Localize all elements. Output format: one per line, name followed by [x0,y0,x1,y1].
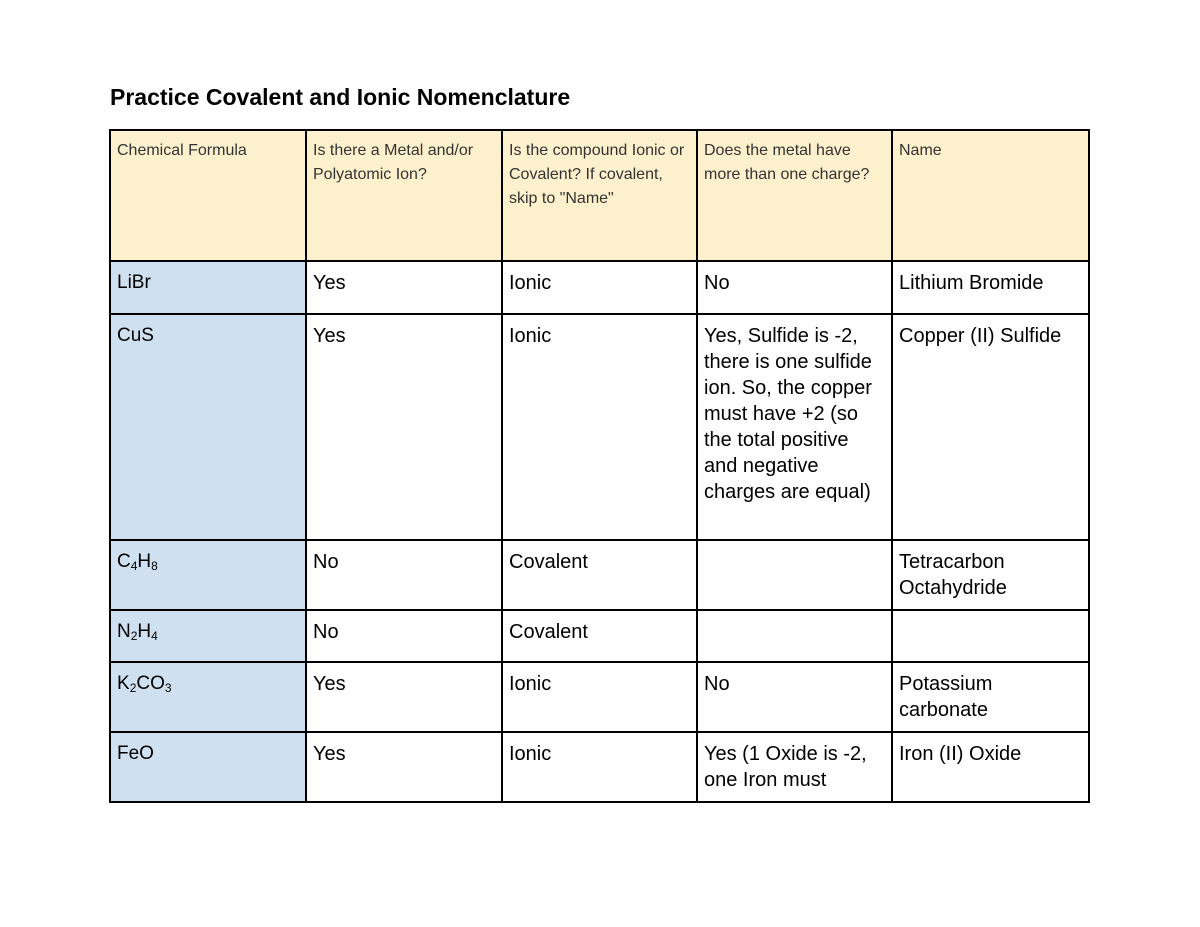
header-name: Name [892,130,1089,261]
header-ionic-or-covalent: Is the compound Ionic or Covalent? If covalent, skip to "Name" [502,130,697,261]
metal-cell: Yes [306,261,502,314]
charge-text: Yes (1 Oxide is -2, one Iron must [704,743,867,791]
formula-cell: LiBr [110,261,306,314]
header-row [110,130,1089,261]
formula-cell: $K_2CO_3$ [110,662,306,732]
formula-subscript: 2 [129,681,137,695]
metal-cell: No [306,610,502,662]
type-cell: Ionic [502,662,697,732]
metal-cell: No [306,540,502,610]
charge-cell [697,610,892,662]
table-row [110,540,1089,610]
formula-subscript: 4 [130,559,138,573]
formula-subscript: 4 [151,629,158,643]
name-cell: Copper (II) Sulfide [892,314,1089,540]
metal-cell: Yes [306,662,502,732]
table-row [110,610,1089,662]
metal-cell: Yes [306,314,502,540]
nomenclature-table [109,129,1090,803]
header-metal-or-polyatomic: Is there a Metal and/or Polyatomic Ion? [306,130,502,261]
formula-cell: $N_2H_4$ [110,610,306,662]
charge-cell [697,540,892,610]
page-title: Practice Covalent and Ionic Nomenclature [110,84,571,110]
name-cell [892,610,1089,662]
table-row [110,261,1089,314]
name-cell: Iron (II) Oxide [892,732,1089,802]
type-cell: Covalent [502,610,697,662]
header-metal-charge: Does the metal have more than one charge? [697,130,892,261]
name-cell: Potassium carbonate [892,662,1089,732]
type-cell: Ionic [502,314,697,540]
type-cell: Ionic [502,261,697,314]
name-cell: Lithium Bromide [892,261,1089,314]
table-row [110,314,1089,540]
name-cell: Tetracarbon Octahydride [892,540,1089,610]
table-row [110,662,1089,732]
charge-cell: No [697,261,892,314]
formula-cell: CuS [110,314,306,540]
formula-subscript: 2 [130,629,138,643]
formula-subscript: 8 [151,559,158,573]
charge-cell [697,732,892,802]
type-cell: Covalent [502,540,697,610]
type-cell: Ionic [502,732,697,802]
table-row [110,732,1089,802]
header-chemical-formula: Chemical Formula [110,130,306,261]
formula-subscript: 3 [164,681,172,695]
charge-cell: Yes, Sulfide is -2, there is one sulfide ion. So, the copper must have +2 (so the total positive and negative charges are equal) [697,314,892,540]
charge-cell: No [697,662,892,732]
formula-cell: FeO [110,732,306,802]
formula-cell: $C_4H_8$ [110,540,306,610]
metal-cell: Yes [306,732,502,802]
